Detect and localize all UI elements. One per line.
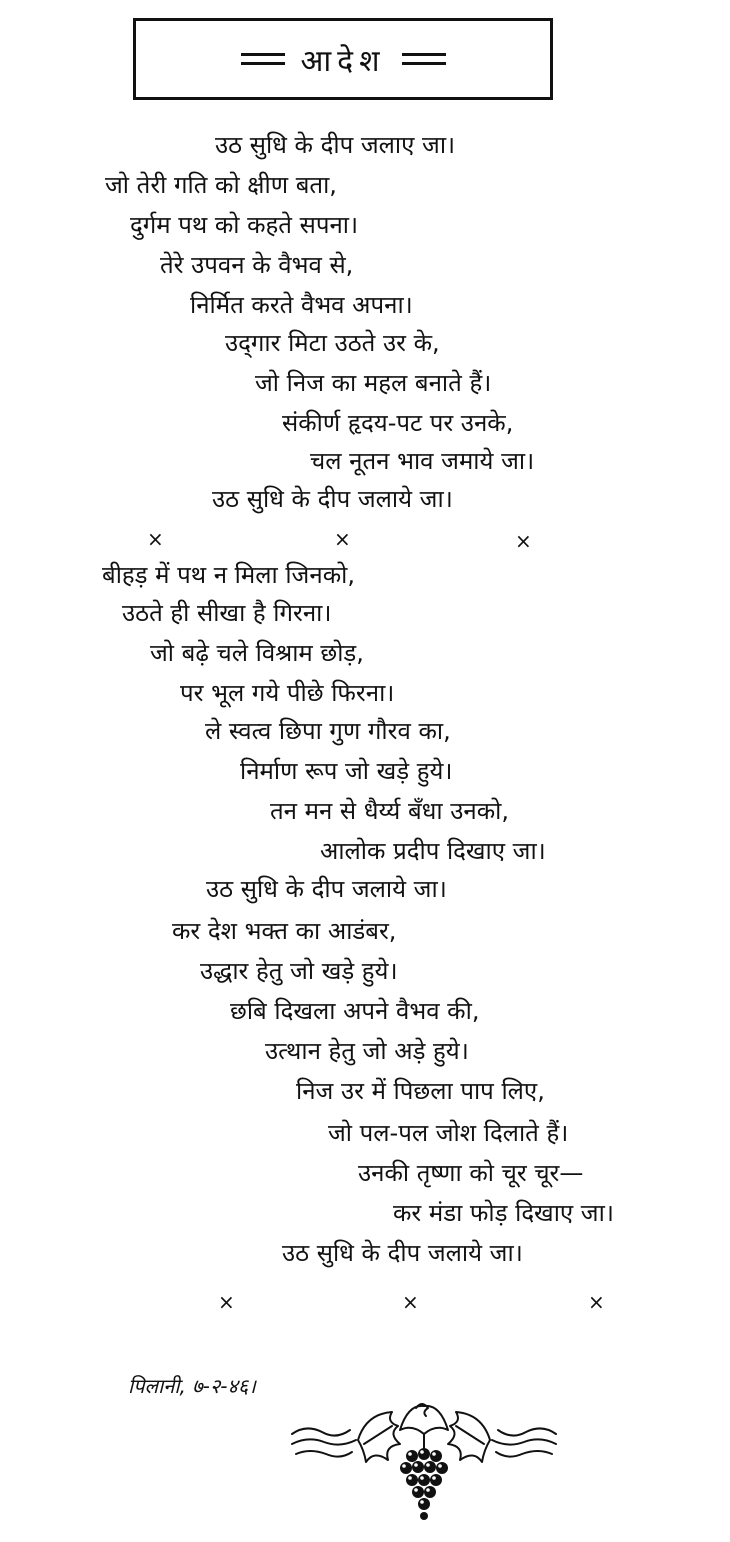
verse-line: पर भूल गये पीछे फिरना। [180, 679, 395, 707]
title-rule-right [402, 53, 446, 65]
verse-line: उठ सुधि के दीप जलाए जा। [215, 131, 456, 159]
verse-line: तन मन से धैर्य्य बँधा उनको, [270, 797, 510, 825]
verse-line: जो पल-पल जोश दिलाते हैं। [328, 1119, 569, 1147]
verse-line: तेरे उपवन के वैभव से, [160, 251, 354, 279]
verse-line: जो तेरी गति को क्षीण बता, [105, 171, 337, 199]
page-title: आदेश [300, 43, 386, 79]
verse-line: उठते ही सीखा है गिरना। [122, 599, 332, 627]
verse-line: आलोक प्रदीप दिखाए जा। [320, 837, 546, 865]
verse-line: निर्माण रूप जो खड़े हुये। [240, 757, 453, 785]
verse-line: उठ सुधि के दीप जलाये जा। [282, 1239, 523, 1267]
separator-mark: × [515, 529, 532, 553]
verse-line: उठ सुधि के दीप जलाये जा। [206, 875, 447, 903]
verse-line: ले स्वत्व छिपा गुण गौरव का, [205, 717, 451, 745]
verse-line: जो निज का महल बनाते हैं। [255, 369, 492, 397]
verse-line: निज उर में पिछला पाप लिए, [296, 1077, 545, 1105]
title-row [241, 39, 446, 80]
place-date: पिलानी, ७-२-४६। [128, 1374, 256, 1398]
separator-mark: × [402, 1290, 419, 1314]
verse-line: चल नूतन भाव जमाये जा। [310, 447, 535, 475]
verse-line: उद्धार हेतु जो खड़े हुये। [200, 957, 398, 985]
verse-line: कर मंडा फोड़ दिखाए जा। [393, 1199, 614, 1227]
verse-line: छबि दिखला अपने वैभव की, [230, 997, 480, 1025]
title-rule-left [241, 53, 285, 65]
verse-line: कर देश भक्त का आडंबर, [172, 917, 397, 945]
separator-mark: × [588, 1290, 605, 1314]
separator-mark: × [218, 1290, 235, 1314]
verse-line: उत्थान हेतु जो अड़े हुये। [265, 1037, 469, 1065]
verse-line: उठ सुधि के दीप जलाये जा। [212, 485, 453, 513]
separator-mark: × [147, 527, 164, 551]
verse-line: दुर्गम पथ को कहते सपना। [130, 211, 359, 239]
verse-line: उनकी तृष्णा को चूर चूर— [358, 1159, 584, 1187]
verse-line: उद्‌गार मिटा उठते उर के, [225, 329, 440, 357]
verse-line: बीहड़ में पथ न मिला जिनको, [102, 561, 355, 589]
verse-line: निर्मित करते वैभव अपना। [190, 291, 413, 319]
grape-vine-ornament [288, 1400, 560, 1530]
verse-line: जो बढ़े चले विश्राम छोड़, [150, 639, 364, 667]
separator-mark: × [334, 527, 351, 551]
title-box [133, 18, 553, 100]
verse-line: संकीर्ण हृदय-पट पर उनके, [282, 409, 514, 437]
